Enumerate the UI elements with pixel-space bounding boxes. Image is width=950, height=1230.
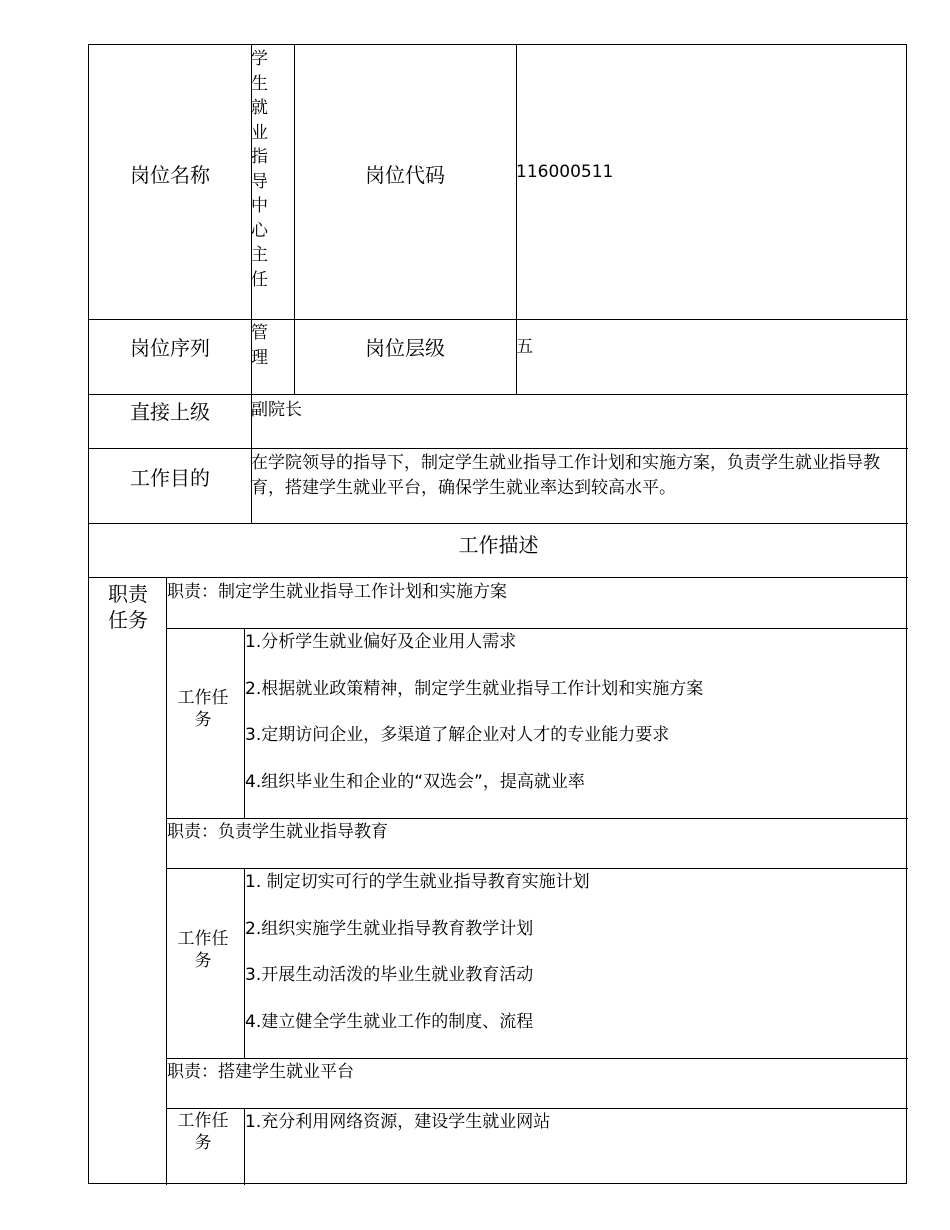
task-list-2 [245,871,905,1057]
duty-label: 职责任务 [108,582,148,632]
task-list-3 [245,1111,905,1158]
position-name-value: 学生就业指导中心主任 [251,49,268,290]
position-name-label: 岗位名称 [130,162,210,187]
task-item: 2.组织实施学生就业指导教育教学计划 [245,918,534,939]
task-list-1 [245,631,905,817]
task-label-2: 工作任务 [177,929,229,971]
responsibility-2: 职责：负责学生就业指导教育 [167,822,388,842]
purpose-value: 在学院领导的指导下，制定学生就业指导工作计划和实施方案，负责学生就业指导教育，搭建学生就业平台，确保学生就业率达到较高水平。 [251,453,880,498]
task-item: 1.充分利用网络资源，建设学生就业网站 [245,1112,551,1132]
description-title: 工作描述 [458,532,539,557]
supervisor-label: 直接上级 [130,400,210,424]
task-label-3: 工作任务 [177,1111,229,1153]
responsibility-3: 职责：搭建学生就业平台 [167,1062,354,1082]
position-series-value: 管理 [251,323,268,368]
task-item: 3.定期访问企业，多渠道了解企业对人才的专业能力要求 [245,725,670,745]
position-level-label: 岗位层级 [365,336,445,360]
responsibility-1: 职责：制定学生就业指导工作计划和实施方案 [167,582,507,602]
position-level-value: 五 [516,337,533,357]
position-series-label: 岗位序列 [130,336,210,360]
supervisor-value: 副院长 [251,400,302,420]
task-item: 1.分析学生就业偏好及企业用人需求 [245,632,517,652]
task-item: 2.根据就业政策精神，制定学生就业指导工作计划和实施方案 [245,678,704,699]
task-label-1: 工作任务 [177,688,229,730]
task-item: 4.建立健全学生就业工作的制度、流程 [245,1011,534,1032]
job-description-table [88,44,907,1184]
task-item: 4.组织毕业生和企业的“双选会”，提高就业率 [245,771,585,792]
task-item: 3.开展生动活泼的毕业生就业教育活动 [245,965,534,985]
task-item: 1. 制定切实可行的学生就业指导教育实施计划 [245,872,590,892]
position-code-label: 岗位代码 [365,162,445,187]
purpose-label: 工作目的 [130,465,210,490]
position-code-value: 116000511 [516,162,614,182]
